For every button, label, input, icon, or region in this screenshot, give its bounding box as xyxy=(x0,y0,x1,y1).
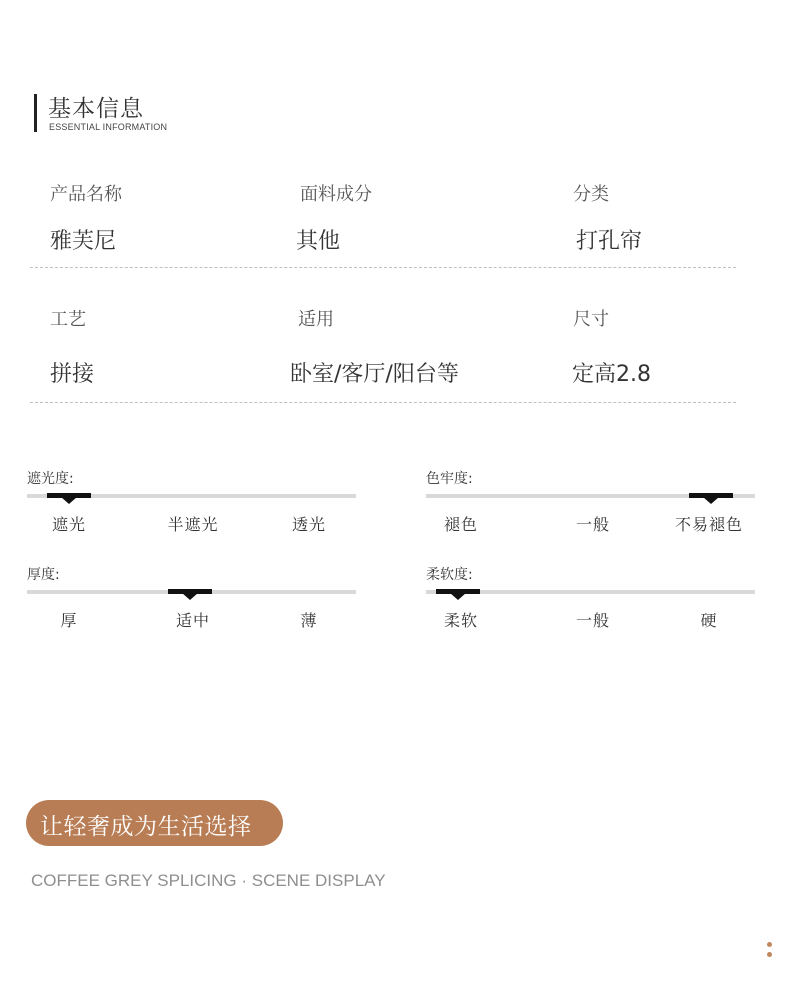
info-label-size: 尺寸 xyxy=(573,309,609,330)
rating-option: 薄 xyxy=(300,611,318,630)
rating-option: 遮光 xyxy=(51,515,87,534)
divider-dashed xyxy=(30,267,736,268)
rating-marker-thickness xyxy=(168,589,212,594)
rating-option: 一般 xyxy=(575,611,611,630)
info-value-craft: 拼接 xyxy=(50,362,95,387)
rating-option: 硬 xyxy=(700,611,718,630)
section-title: 基本信息 xyxy=(48,96,144,122)
decorative-dot xyxy=(767,952,772,957)
rating-option: 半遮光 xyxy=(167,515,219,534)
decorative-dot xyxy=(767,942,772,947)
info-value-size: 定高2.8 xyxy=(572,362,651,387)
info-value-fabric: 其他 xyxy=(296,229,341,254)
info-label-usage: 适用 xyxy=(298,309,334,330)
rating-option: 柔软 xyxy=(443,611,479,630)
rating-option: 透光 xyxy=(291,515,327,534)
rating-marker-softness xyxy=(436,589,480,594)
info-label-product-name: 产品名称 xyxy=(50,184,122,205)
rating-option: 不易褪色 xyxy=(674,515,744,534)
rating-option: 适中 xyxy=(175,611,211,630)
info-label-fabric: 面料成分 xyxy=(300,184,372,205)
rating-marker-blackout xyxy=(47,493,91,498)
rating-marker-colorfastness xyxy=(689,493,733,498)
rating-option: 厚 xyxy=(60,611,78,630)
rating-title-colorfastness: 色牢度: xyxy=(426,471,473,487)
rating-option: 褪色 xyxy=(443,515,479,534)
rating-title-thickness: 厚度: xyxy=(27,567,60,583)
info-value-category: 打孔帘 xyxy=(576,229,643,254)
info-value-usage: 卧室/客厅/阳台等 xyxy=(290,362,459,387)
rating-title-blackout: 遮光度: xyxy=(27,471,74,487)
info-label-craft: 工艺 xyxy=(50,309,86,330)
scene-caption: COFFEE GREY SPLICING · SCENE DISPLAY xyxy=(31,871,386,890)
section-accent-bar xyxy=(34,94,37,132)
divider-dashed xyxy=(30,402,736,403)
info-label-category: 分类 xyxy=(573,184,609,205)
section-subtitle: ESSENTIAL INFORMATION xyxy=(49,122,168,132)
rating-option: 一般 xyxy=(575,515,611,534)
rating-title-softness: 柔软度: xyxy=(426,567,473,583)
slogan-text: 让轻奢成为生活选择 xyxy=(40,814,252,840)
info-value-product-name: 雅芙尼 xyxy=(50,229,117,254)
